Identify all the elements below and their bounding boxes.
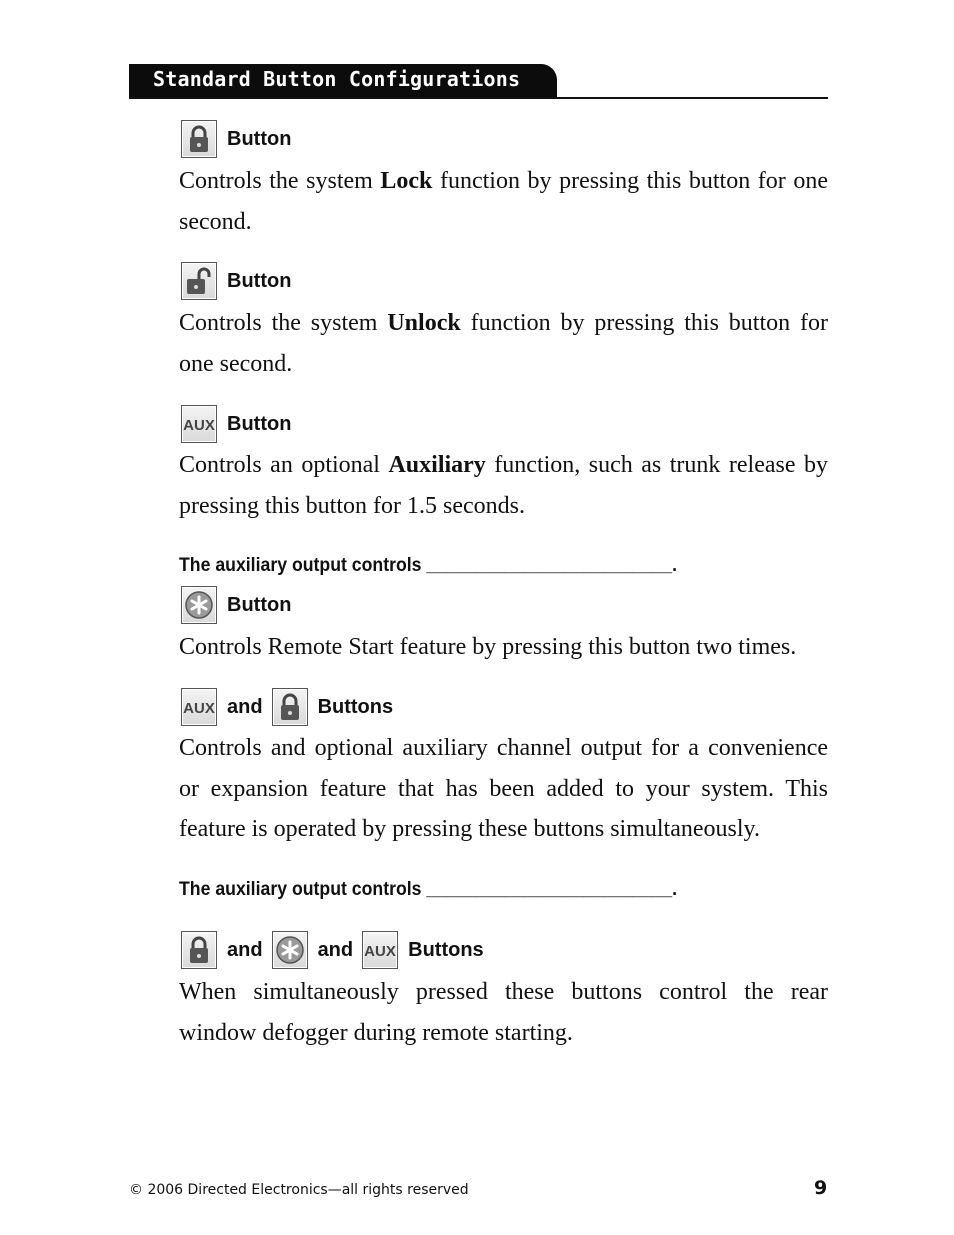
header-rule	[129, 97, 828, 99]
aux-icon	[181, 405, 217, 443]
button-label: Button	[227, 412, 292, 435]
svg-text:AUX: AUX	[364, 943, 396, 960]
lock-description: Controls the system Lock function by pressing this button for one second.	[179, 168, 828, 235]
unlock-description: Controls the system Unlock function by pressing this button for one second.	[179, 310, 829, 377]
unlock-icon	[181, 262, 217, 300]
svg-text:AUX: AUX	[183, 700, 215, 717]
page-number: 9	[814, 1177, 828, 1199]
aux-output-note: The auxiliary output controls _________________________.	[179, 879, 678, 900]
button-label: Button	[227, 593, 292, 616]
lock-start-aux-heading	[181, 930, 493, 970]
svg-text:AUX: AUX	[183, 417, 215, 434]
and-label: and	[317, 938, 354, 961]
remote-start-button-heading	[181, 585, 300, 625]
aux-and-lock-heading	[181, 687, 402, 727]
remote-start-description: Controls Remote Start feature by pressing this button two times.	[179, 634, 797, 660]
copyright-footer: © 2006 Directed Electronics—all rights reserved	[129, 1182, 469, 1198]
button-label: Button	[227, 269, 292, 292]
aux-icon	[362, 931, 398, 969]
lock-button-heading	[181, 119, 300, 159]
lock-icon	[181, 120, 217, 158]
button-label: Button	[227, 127, 292, 150]
lock-icon	[272, 688, 308, 726]
defogger-description: When simultaneously pressed these buttons control the rear window defogger during remote starting.	[179, 979, 828, 1046]
buttons-label: Buttons	[317, 695, 394, 718]
aux-button-heading	[181, 404, 300, 444]
page-title: Standard Button Configurations	[153, 67, 521, 91]
buttons-label: Buttons	[408, 938, 484, 961]
and-label: and	[227, 695, 263, 718]
remote-start-icon	[181, 586, 217, 624]
aux-icon	[181, 688, 217, 726]
aux-output-note: The auxiliary output controls _________________________.	[179, 555, 678, 576]
lock-icon	[181, 931, 217, 969]
aux-lock-description: Controls and optional auxiliary channel output for a convenience or expansion feature that has been added to your system. This feature is operated by pressing these buttons simultaneously.	[179, 735, 828, 842]
and-label: and	[227, 938, 263, 961]
aux-description: Controls an optional Auxiliary function, such as trunk release by pressing this button for 1.5 seconds.	[179, 452, 829, 519]
remote-start-icon	[272, 931, 308, 969]
unlock-button-heading	[181, 261, 300, 301]
